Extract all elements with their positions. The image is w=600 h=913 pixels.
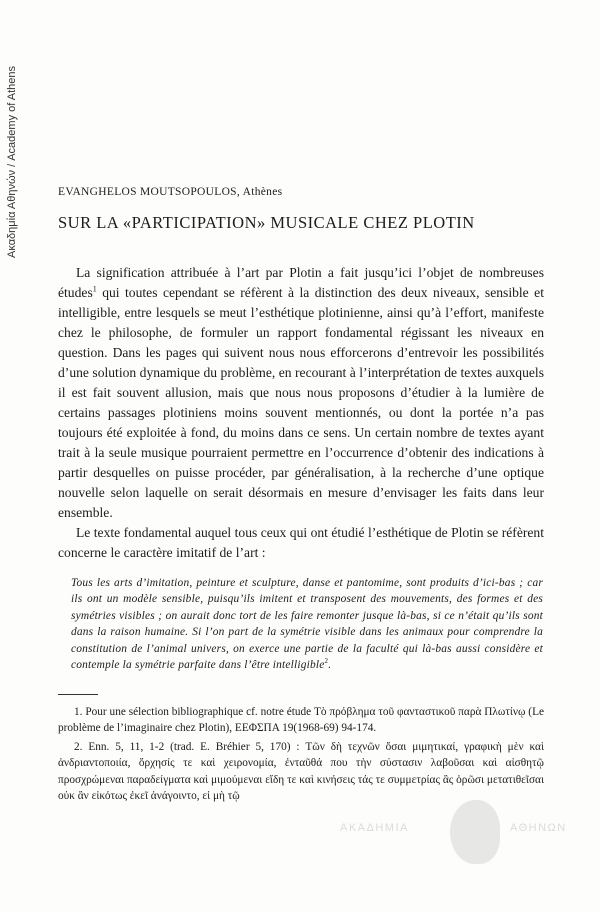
article-title: SUR LA «PARTICIPATION» MUSICALE CHEZ PLOTIN	[58, 213, 475, 232]
seal-left-word: ΑΚΑΔΗΜΙΑ	[340, 822, 409, 834]
academy-seal-watermark	[340, 800, 580, 870]
footnotes	[58, 704, 544, 806]
athena-head-icon	[450, 800, 500, 864]
paragraph-2: Le texte fondamental auquel tous ceux qui ont étudié l’esthétique de Plotin se réfèrent concerne le caractère imitatif de l’art :	[58, 525, 544, 560]
archive-watermark: Ακαδημία Αθηνών / Academy of Athens	[6, 65, 18, 258]
paragraph-1: La signification attribuée à l’art par Plotin a fait jusqu’ici l’objet de nombreuses études$^1$ qui toutes cependant se réfèrent à la distinction des deux niveaux, sensible et intelligible, entre lesquels se meut l’esthétique plotinienne, ainsi qu’à l’effort, manifeste chez le philosophe, de formuler un rapport fondamental régissant les niveaux en question. Dans les pages qui suivent nous nous efforcerons d’entrevoir les possibilités d’une solution dynamique du problème, en recourant à l’interprétation de textes auxquels il est fait souvent allusion, mais que nous nous proposons d’étudier à la lumière de certains passages plotiniens moins souvent mentionnés, ou dont la portée n’a pas toujours été exploitée à fond, du moins dans ce sens. Un certain nombre de textes ayant trait à la seule musique pourraient permettre en l’occurrence d’obtenir des indications à partir desquelles on puisse procéder, par généralisation, à la recherche d’une optique nouvelle selon laquelle on serait désormais en mesure d’envisager les faits dans leur ensemble.	[58, 265, 544, 520]
footnote-ref-2[interactable]: 2	[324, 657, 329, 666]
seal-right-word: ΑΘΗΝΩΝ	[510, 822, 567, 834]
article-body	[58, 263, 544, 563]
footnote-divider	[58, 694, 98, 695]
footnote-ref-1[interactable]: 1	[92, 284, 97, 294]
footnote-1: 1. Pour une sélection bibliographique cf. notre étude Τὸ πρόβλημα τοῦ φανταστικοῦ παρὰ Πλωτίνῳ (Le problème de l’imaginaire chez Plotin), ΕΕΦΣΠΑ 19(1968-69) 94-174.	[58, 706, 544, 735]
block-quote: Tous les arts d’imitation, peinture et sculpture, danse et pantomime, sont produits d’ici-bas ; car ils ont un modèle sensible, puisqu’ils imitent et transposent des mouvements, des formes et des symétries visibles ; on aurait donc tort de les faire remonter jusque là-bas, si ce n’était qu’ils sont dans la raison humaine. Si l’on part de la symétrie visible dans les animaux pour comprendre la constitution de l’animal univers, on exerce une partie de la faculté qui là-bas aussi considère et contemple la symétrie parfaite dans l’être intelligible$^2$.	[71, 577, 543, 672]
author-line: EVANGHELOS MOUTSOPOULOS, Athènes	[58, 186, 283, 198]
footnote-2: 2. Enn. 5, 11, 1-2 (trad. E. Bréhier 5, 170) : Τῶν δὴ τεχνῶν ὅσαι μιμητικαί, γραφικὴ μὲν καὶ ἀνδριαντοποιία, ὄρχησίς τε καὶ χειρονομία, ἐνταῦθά που τὴν σύστασιν λαβοῦσαι καὶ αἰσθητῷ προσχρώμεναι παραδείγματα καὶ μιμούμεναι εἴδη τε καὶ κινήσεις τάς τε συμμετρίας ἃς ὁρῶσι μετατιθεῖσαι οὐκ ἂν εἰκότως ἐκεῖ ἀνάγοιντο, εἰ μὴ τῷ	[58, 740, 544, 803]
